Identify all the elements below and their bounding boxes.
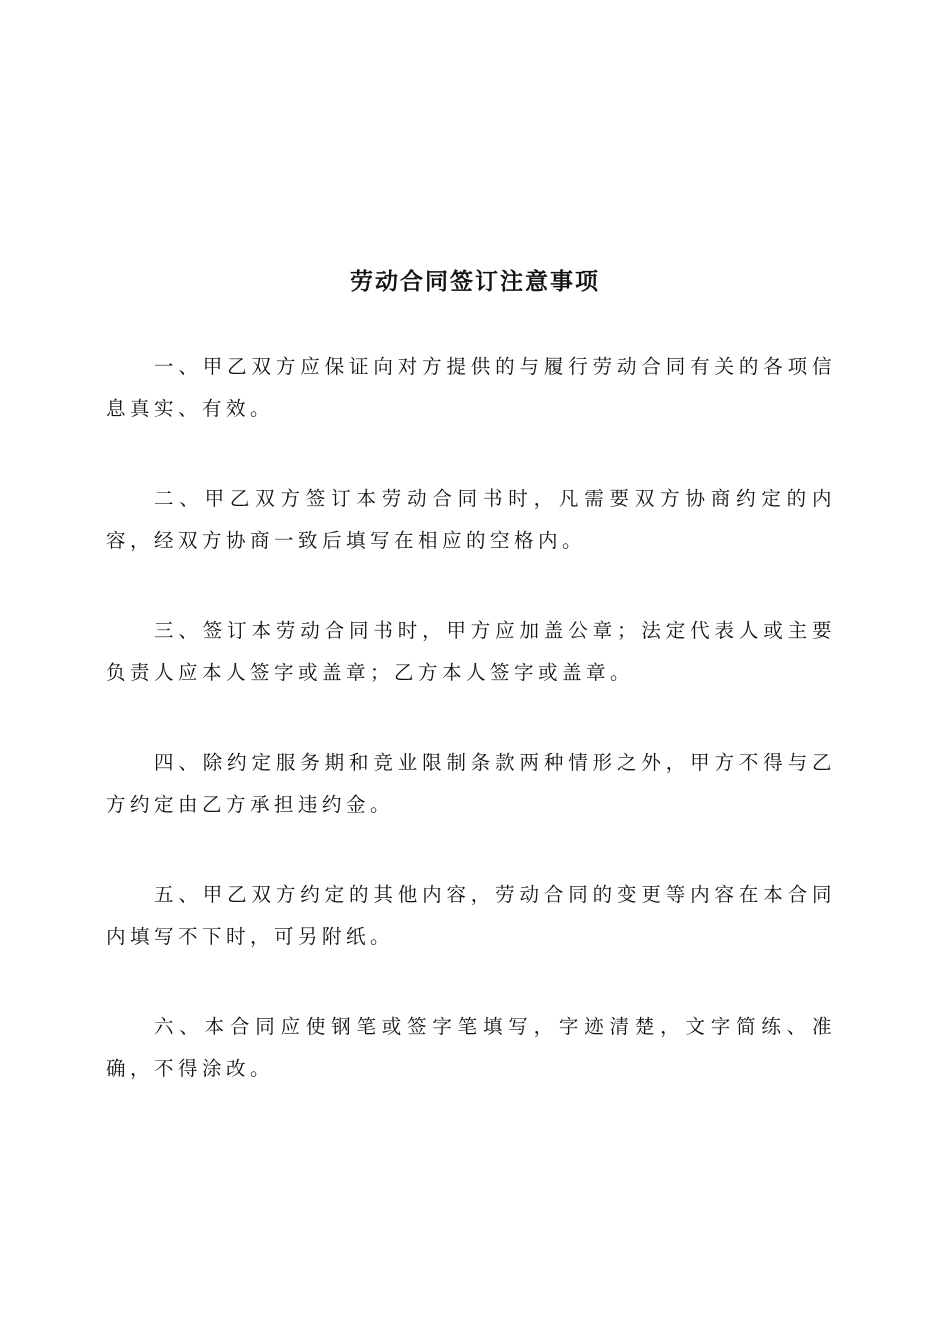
- clause-4: 四、除约定服务期和竞业限制条款两种情形之外，甲方不得与乙方约定由乙方承担违约金。: [106, 751, 836, 816]
- clause-2: 二、甲乙双方签订本劳动合同书时，凡需要双方协商约定的内容，经双方协商一致后填写在相应的空格内。: [106, 487, 836, 552]
- clause-1: 一、甲乙双方应保证向对方提供的与履行劳动合同有关的各项信息真实、有效。: [106, 355, 836, 420]
- clause-3: 三、签订本劳动合同书时，甲方应加盖公章；法定代表人或主要负责人应本人签字或盖章；乙方本人签字或盖章。: [106, 619, 836, 684]
- document-title: 劳动合同签订注意事项: [350, 268, 600, 295]
- clause-5: 五、甲乙双方约定的其他内容，劳动合同的变更等内容在本合同内填写不下时，可另附纸。: [106, 883, 836, 948]
- clause-6: 六、本合同应使钢笔或签字笔填写，字迹清楚，文字简练、准确，不得涂改。: [106, 1015, 836, 1080]
- clause-list: [106, 346, 836, 1138]
